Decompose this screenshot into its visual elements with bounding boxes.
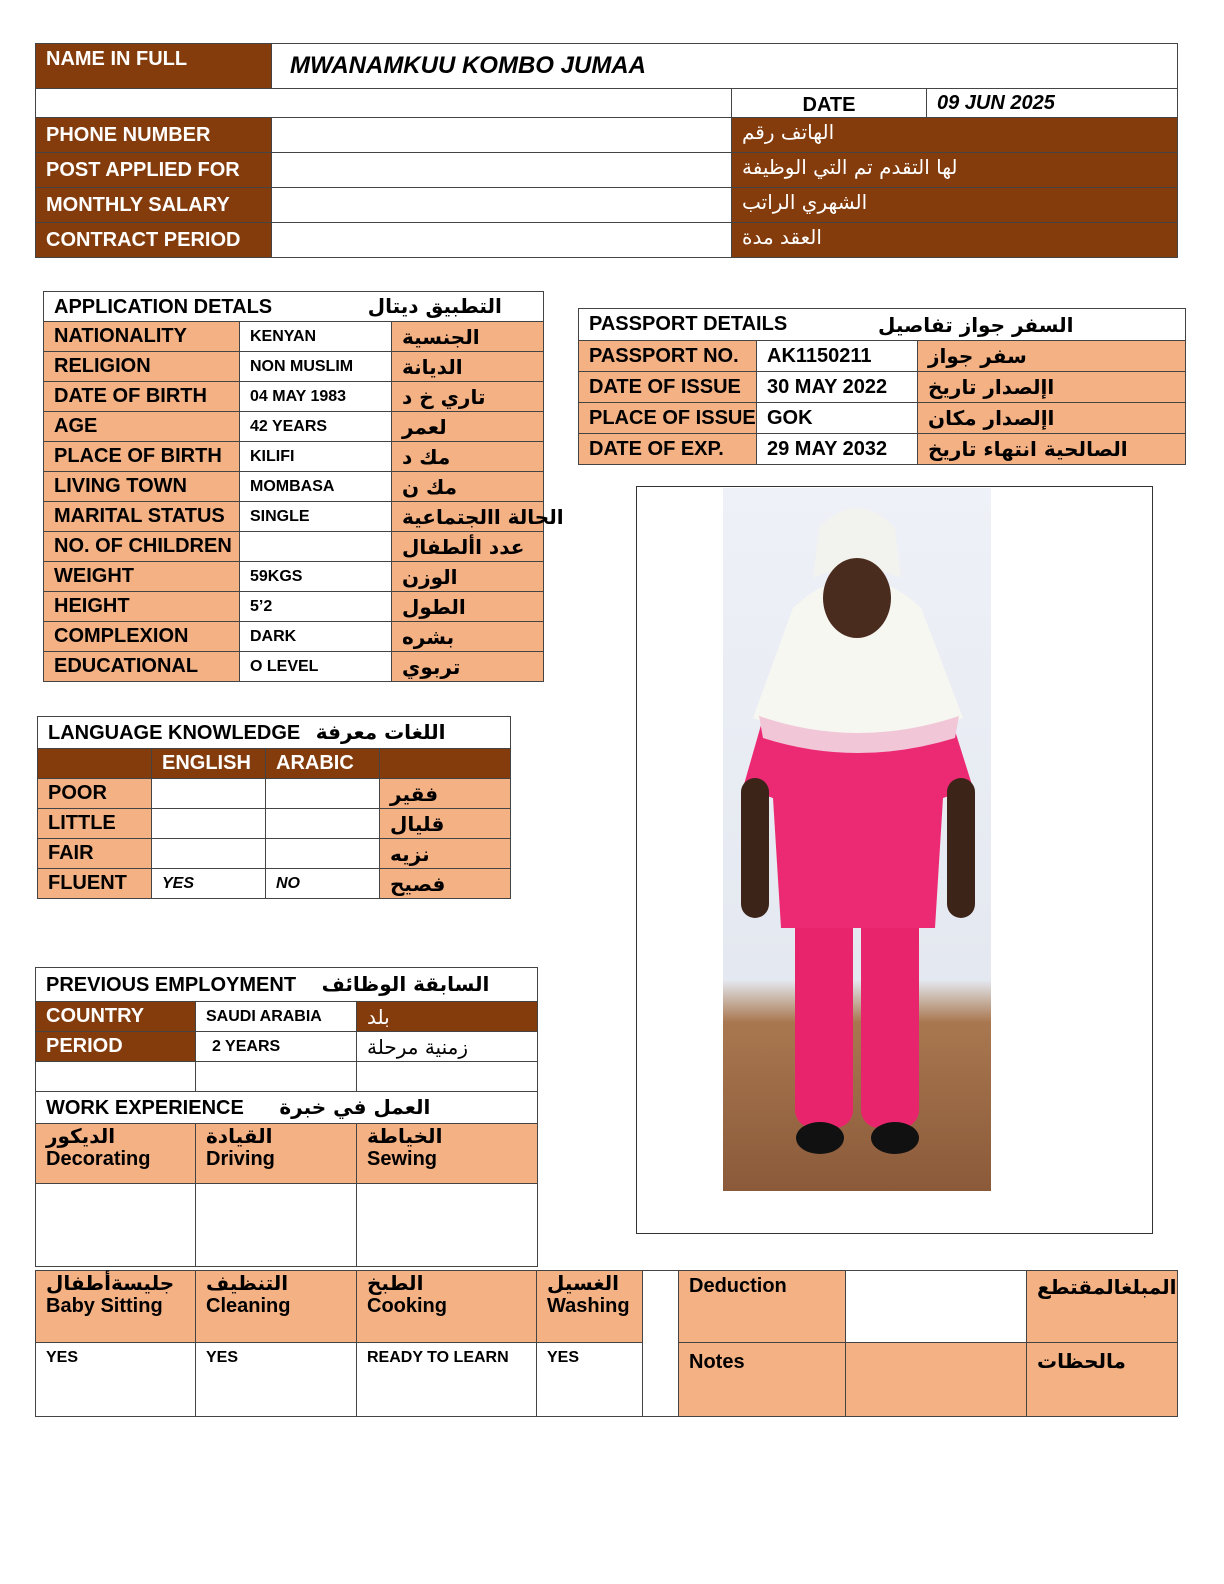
- application-label: RELIGION: [44, 352, 240, 382]
- empty-cell: [196, 1062, 357, 1092]
- name-label: NAME IN FULL: [36, 44, 272, 89]
- application-value: O LEVEL: [240, 652, 392, 682]
- application-arabic: لعمر: [392, 412, 544, 442]
- applicant-photo: [723, 488, 991, 1191]
- contract-arabic: العقد مدة: [732, 223, 1178, 258]
- passport-value: GOK: [757, 403, 918, 434]
- post-label: POST APPLIED FOR: [36, 153, 272, 188]
- passport-arabic: سفر جواز: [918, 341, 1186, 372]
- language-level-label: FLUENT: [38, 869, 152, 899]
- skill-english: Sewing: [367, 1148, 438, 1170]
- application-value: DARK: [240, 622, 392, 652]
- skill-arabic: القيادة: [206, 1124, 273, 1148]
- phone-label: PHONE NUMBER: [36, 118, 272, 153]
- skill-arabic: الطبخ: [367, 1271, 424, 1295]
- passport-arabic: الصالحية انتهاء تاريخ: [918, 434, 1186, 465]
- deduction-arabic: المبلغالمقتطع: [1027, 1271, 1178, 1343]
- notes-value: [846, 1343, 1027, 1417]
- date-value: 09 JUN 2025: [927, 89, 1178, 118]
- passport-arabic: اإلصدار تاريخ: [918, 372, 1186, 403]
- skill-washing: [537, 1271, 643, 1343]
- application-row: [44, 352, 544, 382]
- passport-label: DATE OF ISSUE: [579, 372, 757, 403]
- application-label: DATE OF BIRTH: [44, 382, 240, 412]
- work-title: WORK EXPERIENCE: [46, 1097, 244, 1119]
- value-baby-sitting: YES: [36, 1343, 196, 1417]
- post-value: HOUSEMAID: [272, 153, 732, 188]
- skills-table: [35, 1270, 1178, 1417]
- skill-decorating: [36, 1124, 196, 1184]
- skill-driving: [196, 1124, 357, 1184]
- application-arabic: الطول: [392, 592, 544, 622]
- empty-cell: [36, 1062, 196, 1092]
- contract-label: CONTRACT PERIOD: [36, 223, 272, 258]
- application-row: [44, 412, 544, 442]
- language-corner: [38, 749, 152, 779]
- english-level: [152, 779, 266, 809]
- english-level: [152, 839, 266, 869]
- skill-arabic: الديكور: [46, 1124, 116, 1148]
- arabic-level: [266, 809, 380, 839]
- skill-english: Decorating: [46, 1148, 151, 1170]
- deduction-value: [846, 1271, 1027, 1343]
- value-cooking: READY TO LEARN: [357, 1343, 537, 1417]
- passport-value: AK1150211: [757, 341, 918, 372]
- language-row: [38, 779, 511, 809]
- post-arabic: لها التقدم تم التي الوظيفة: [732, 153, 1178, 188]
- period-value: 2 YEARS: [196, 1032, 357, 1062]
- passport-row: [579, 372, 1186, 403]
- passport-title-cell: [579, 309, 1186, 341]
- col-english: ENGLISH: [152, 749, 266, 779]
- blank-cell: [36, 89, 732, 118]
- language-rows: [38, 779, 511, 899]
- application-label: HEIGHT: [44, 592, 240, 622]
- passport-row: [579, 403, 1186, 434]
- skill-english: Cooking: [367, 1295, 447, 1317]
- period-label: PERIOD: [36, 1032, 196, 1062]
- application-row: [44, 532, 544, 562]
- passport-label: PLACE OF ISSUE: [579, 403, 757, 434]
- applicant-figure: [723, 488, 991, 1191]
- spacer-cell: [643, 1271, 679, 1417]
- application-row: [44, 502, 544, 532]
- application-arabic: تاري خ د: [392, 382, 544, 412]
- application-value: 42 YEARS: [240, 412, 392, 442]
- skill-value-decorating: [36, 1184, 196, 1267]
- application-arabic: الوزن: [392, 562, 544, 592]
- employment-title: PREVIOUS EMPLOYMENT: [46, 974, 297, 996]
- skill-arabic: الغسيل: [547, 1271, 620, 1295]
- language-row: [38, 869, 511, 899]
- english-level: YES: [152, 869, 266, 899]
- language-table: [37, 716, 511, 899]
- language-level-arabic: فصيح: [380, 869, 511, 899]
- application-title-arabic: التطبيق ديتال: [367, 294, 502, 318]
- application-arabic: بشره: [392, 622, 544, 652]
- country-value: SAUDI ARABIA: [196, 1002, 357, 1032]
- passport-row: [579, 434, 1186, 465]
- arabic-level: [266, 839, 380, 869]
- application-table: [43, 291, 564, 682]
- application-row: [44, 382, 544, 412]
- language-level-label: FAIR: [38, 839, 152, 869]
- language-row: [38, 809, 511, 839]
- application-row: [44, 442, 544, 472]
- application-row: [44, 562, 544, 592]
- application-row: [44, 652, 544, 682]
- english-level: [152, 809, 266, 839]
- period-arabic: زمنية مرحلة: [357, 1032, 538, 1062]
- passport-table: [578, 308, 1186, 465]
- application-value: 59KGS: [240, 562, 392, 592]
- deduction-label: Deduction: [679, 1271, 846, 1343]
- skill-english: Washing: [547, 1295, 630, 1317]
- application-arabic: مك د: [392, 442, 544, 472]
- language-title: LANGUAGE KNOWLEDGE: [48, 722, 301, 744]
- notes-label: Notes: [679, 1343, 846, 1417]
- passport-row: [579, 341, 1186, 372]
- application-row: [44, 622, 544, 652]
- application-arabic: الحالة االجتماعية: [392, 502, 544, 532]
- application-arabic: الجنسية: [392, 322, 544, 352]
- passport-value: 30 MAY 2022: [757, 372, 918, 403]
- phone-arabic: الهاتف رقم: [732, 118, 1178, 153]
- country-arabic: بلد: [357, 1002, 538, 1032]
- application-value: [240, 532, 392, 562]
- skill-cleaning: [196, 1271, 357, 1343]
- phone-value: [272, 118, 732, 153]
- application-label: NO. OF CHILDREN: [44, 532, 240, 562]
- skill-cooking: [357, 1271, 537, 1343]
- language-level-label: POOR: [38, 779, 152, 809]
- application-label: WEIGHT: [44, 562, 240, 592]
- salary-arabic: الشهري الراتب: [732, 188, 1178, 223]
- language-level-arabic: نزيه: [380, 839, 511, 869]
- salary-value: 1000 SAR: [272, 188, 732, 223]
- employment-table: [35, 967, 538, 1267]
- photo-frame: [636, 486, 1153, 1234]
- language-level-label: LITTLE: [38, 809, 152, 839]
- application-arabic: عدد األطفال: [392, 532, 544, 562]
- col-arabic: ARABIC: [266, 749, 380, 779]
- passport-label: DATE OF EXP.: [579, 434, 757, 465]
- notes-arabic: مالحظات: [1027, 1343, 1178, 1417]
- passport-value: 29 MAY 2032: [757, 434, 918, 465]
- application-row: [44, 472, 544, 502]
- application-label: PLACE OF BIRTH: [44, 442, 240, 472]
- application-label: MARITAL STATUS: [44, 502, 240, 532]
- value-washing: YES: [537, 1343, 643, 1417]
- skill-english: Driving: [206, 1148, 275, 1170]
- language-corner-right: [380, 749, 511, 779]
- skill-value-driving: [196, 1184, 357, 1267]
- skill-sewing: [357, 1124, 538, 1184]
- application-arabic: تربوي: [392, 652, 544, 682]
- application-value: NON MUSLIM: [240, 352, 392, 382]
- arabic-level: NO: [266, 869, 380, 899]
- application-row: [44, 322, 544, 352]
- application-value: KENYAN: [240, 322, 392, 352]
- language-title-cell: [38, 717, 511, 749]
- application-arabic: مك ن: [392, 472, 544, 502]
- employment-title-cell: [36, 968, 538, 1002]
- skill-english: Baby Sitting: [46, 1295, 163, 1317]
- date-label: DATE: [732, 89, 927, 118]
- work-title-cell: [36, 1092, 538, 1124]
- application-rows: [44, 322, 564, 682]
- salary-label: MONTHLY SALARY: [36, 188, 272, 223]
- language-level-arabic: فقير: [380, 779, 511, 809]
- employment-title-arabic: السابقة الوظائف: [321, 972, 490, 996]
- application-value: 04 MAY 1983: [240, 382, 392, 412]
- skill-value-sewing: [357, 1184, 538, 1267]
- application-label: COMPLEXION: [44, 622, 240, 652]
- application-value: KILIFI: [240, 442, 392, 472]
- arabic-level: [266, 779, 380, 809]
- empty-cell: [357, 1062, 538, 1092]
- application-value: 5’2: [240, 592, 392, 622]
- passport-label: PASSPORT NO.: [579, 341, 757, 372]
- application-title-cell: [44, 292, 544, 322]
- application-label: LIVING TOWN: [44, 472, 240, 502]
- skill-arabic: جليسةأطفال: [46, 1271, 175, 1295]
- value-cleaning: YES: [196, 1343, 357, 1417]
- application-label: EDUCATIONAL: [44, 652, 240, 682]
- application-row: [44, 592, 544, 622]
- skill-arabic: الخياطة: [367, 1124, 443, 1148]
- name-value: MWANAMKUU KOMBO JUMAA: [272, 44, 1178, 89]
- header-table: [35, 43, 1178, 258]
- application-title: APPLICATION DETALS: [54, 296, 273, 318]
- work-title-arabic: العمل في خبرة: [279, 1095, 431, 1119]
- passport-rows: [579, 341, 1186, 465]
- country-label: COUNTRY: [36, 1002, 196, 1032]
- language-title-arabic: اللغات معرفة: [315, 720, 446, 744]
- passport-title: PASSPORT DETAILS: [589, 313, 788, 335]
- passport-arabic: اإلصدار مكان: [918, 403, 1186, 434]
- language-row: [38, 839, 511, 869]
- skill-baby-sitting: [36, 1271, 196, 1343]
- skill-arabic: التنظيف: [206, 1271, 289, 1295]
- contract-value: 2 YEARS: [272, 223, 732, 258]
- skill-english: Cleaning: [206, 1295, 291, 1317]
- application-label: AGE: [44, 412, 240, 442]
- application-label: NATIONALITY: [44, 322, 240, 352]
- application-value: SINGLE: [240, 502, 392, 532]
- application-arabic: الديانة: [392, 352, 544, 382]
- passport-title-arabic: السفر جواز تفاصيل: [877, 313, 1074, 337]
- language-level-arabic: قليال: [380, 809, 511, 839]
- application-value: MOMBASA: [240, 472, 392, 502]
